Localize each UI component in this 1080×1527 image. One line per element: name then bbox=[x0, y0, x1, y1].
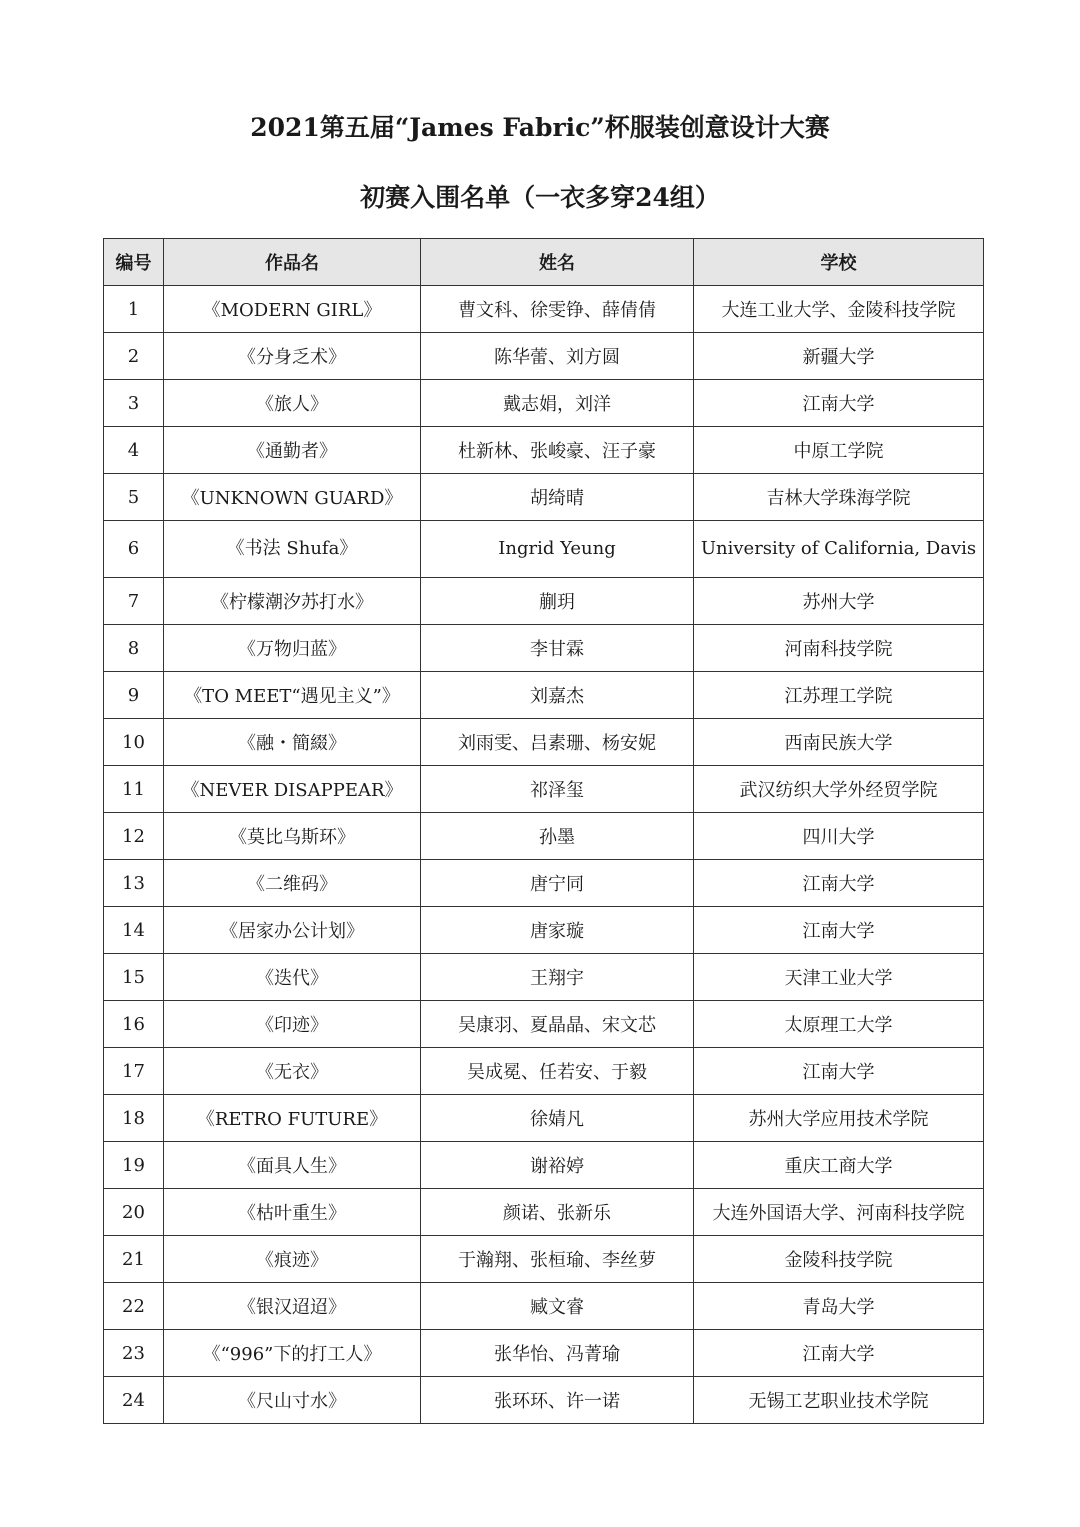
table-row bbox=[104, 672, 984, 719]
cell-work-title: 《尺山寸水》 bbox=[164, 1377, 421, 1424]
table-row bbox=[104, 1142, 984, 1189]
table-row bbox=[104, 427, 984, 474]
cell-number: 22 bbox=[104, 1283, 164, 1330]
cell-work-title: 《痕迹》 bbox=[164, 1236, 421, 1283]
table-row bbox=[104, 380, 984, 427]
cell-name: 刘嘉杰 bbox=[421, 672, 694, 719]
cell-school: 苏州大学 bbox=[694, 578, 984, 625]
cell-name: 谢裕婷 bbox=[421, 1142, 694, 1189]
cell-school: 四川大学 bbox=[694, 813, 984, 860]
cell-number: 12 bbox=[104, 813, 164, 860]
cell-name: 杜新林、张峻豪、汪子豪 bbox=[421, 427, 694, 474]
cell-number: 1 bbox=[104, 286, 164, 333]
table-row bbox=[104, 333, 984, 380]
table-row bbox=[104, 766, 984, 813]
cell-name: 孙墨 bbox=[421, 813, 694, 860]
cell-name: 臧文睿 bbox=[421, 1283, 694, 1330]
cell-work-title: 《通勤者》 bbox=[164, 427, 421, 474]
cell-school: 金陵科技学院 bbox=[694, 1236, 984, 1283]
document-subtitle: 初赛入围名单（一衣多穿24组） bbox=[360, 183, 720, 212]
table-row bbox=[104, 474, 984, 521]
cell-work-title: 《柠檬潮汐苏打水》 bbox=[164, 578, 421, 625]
cell-school: 中原工学院 bbox=[694, 427, 984, 474]
cell-school: University of California, Davis bbox=[694, 521, 984, 578]
cell-work-title: 《万物归蓝》 bbox=[164, 625, 421, 672]
cell-school: 青岛大学 bbox=[694, 1283, 984, 1330]
finalist-table bbox=[103, 238, 984, 1424]
cell-school: 江南大学 bbox=[694, 380, 984, 427]
table-row bbox=[104, 1001, 984, 1048]
table-row bbox=[104, 907, 984, 954]
cell-name: 吴成冕、任若安、于毅 bbox=[421, 1048, 694, 1095]
cell-number: 7 bbox=[104, 578, 164, 625]
cell-work-title: 《迭代》 bbox=[164, 954, 421, 1001]
cell-number: 23 bbox=[104, 1330, 164, 1377]
table-body bbox=[104, 286, 984, 1424]
cell-number: 20 bbox=[104, 1189, 164, 1236]
cell-work-title: 《莫比乌斯环》 bbox=[164, 813, 421, 860]
cell-number: 16 bbox=[104, 1001, 164, 1048]
cell-name: 于瀚翔、张桓瑜、李丝萝 bbox=[421, 1236, 694, 1283]
cell-school: 河南科技学院 bbox=[694, 625, 984, 672]
cell-school: 江苏理工学院 bbox=[694, 672, 984, 719]
table-row bbox=[104, 625, 984, 672]
cell-work-title: 《分身乏术》 bbox=[164, 333, 421, 380]
cell-school: 江南大学 bbox=[694, 860, 984, 907]
cell-work-title: 《无衣》 bbox=[164, 1048, 421, 1095]
table-row bbox=[104, 1095, 984, 1142]
cell-work-title: 《枯叶重生》 bbox=[164, 1189, 421, 1236]
header-number: 编号 bbox=[104, 239, 164, 286]
cell-number: 17 bbox=[104, 1048, 164, 1095]
table-row bbox=[104, 1048, 984, 1095]
cell-number: 5 bbox=[104, 474, 164, 521]
cell-number: 19 bbox=[104, 1142, 164, 1189]
cell-school: 大连外国语大学、河南科技学院 bbox=[694, 1189, 984, 1236]
cell-name: 颜诺、张新乐 bbox=[421, 1189, 694, 1236]
cell-school: 西南民族大学 bbox=[694, 719, 984, 766]
cell-name: 祁泽玺 bbox=[421, 766, 694, 813]
cell-name: 张华怡、冯菁瑜 bbox=[421, 1330, 694, 1377]
table-header-row bbox=[104, 239, 984, 286]
cell-school: 江南大学 bbox=[694, 1048, 984, 1095]
table-row bbox=[104, 1330, 984, 1377]
table-row bbox=[104, 578, 984, 625]
cell-school: 新疆大学 bbox=[694, 333, 984, 380]
cell-work-title: 《融・簡綴》 bbox=[164, 719, 421, 766]
cell-work-title: 《面具人生》 bbox=[164, 1142, 421, 1189]
cell-name: 戴志娟，刘洋 bbox=[421, 380, 694, 427]
cell-school: 无锡工艺职业技术学院 bbox=[694, 1377, 984, 1424]
cell-number: 8 bbox=[104, 625, 164, 672]
cell-name: 刘雨雯、吕素珊、杨安妮 bbox=[421, 719, 694, 766]
cell-work-title: 《书法 Shufa》 bbox=[164, 521, 421, 578]
cell-number: 6 bbox=[104, 521, 164, 578]
cell-name: 唐家璇 bbox=[421, 907, 694, 954]
table-row bbox=[104, 521, 984, 578]
cell-number: 18 bbox=[104, 1095, 164, 1142]
cell-number: 4 bbox=[104, 427, 164, 474]
cell-number: 21 bbox=[104, 1236, 164, 1283]
cell-work-title: 《“996”下的打工人》 bbox=[164, 1330, 421, 1377]
cell-work-title: 《旅人》 bbox=[164, 380, 421, 427]
cell-work-title: 《TO MEET“遇见主义”》 bbox=[164, 672, 421, 719]
cell-number: 13 bbox=[104, 860, 164, 907]
table-row bbox=[104, 1377, 984, 1424]
cell-name: 王翔宇 bbox=[421, 954, 694, 1001]
cell-number: 10 bbox=[104, 719, 164, 766]
table-row bbox=[104, 954, 984, 1001]
cell-school: 重庆工商大学 bbox=[694, 1142, 984, 1189]
cell-school: 江南大学 bbox=[694, 907, 984, 954]
cell-name: 徐婧凡 bbox=[421, 1095, 694, 1142]
cell-name: 唐宁同 bbox=[421, 860, 694, 907]
cell-name: 李甘霖 bbox=[421, 625, 694, 672]
cell-work-title: 《UNKNOWN GUARD》 bbox=[164, 474, 421, 521]
cell-name: 曹文科、徐雯铮、薛倩倩 bbox=[421, 286, 694, 333]
header-name: 姓名 bbox=[421, 239, 694, 286]
cell-number: 2 bbox=[104, 333, 164, 380]
table-row bbox=[104, 1189, 984, 1236]
cell-work-title: 《居家办公计划》 bbox=[164, 907, 421, 954]
header-work-title: 作品名 bbox=[164, 239, 421, 286]
cell-school: 武汉纺织大学外经贸学院 bbox=[694, 766, 984, 813]
cell-work-title: 《MODERN GIRL》 bbox=[164, 286, 421, 333]
cell-name: 张环环、许一诺 bbox=[421, 1377, 694, 1424]
cell-name: Ingrid Yeung bbox=[421, 521, 694, 578]
cell-school: 江南大学 bbox=[694, 1330, 984, 1377]
header-school: 学校 bbox=[694, 239, 984, 286]
cell-number: 15 bbox=[104, 954, 164, 1001]
table-row bbox=[104, 286, 984, 333]
cell-number: 14 bbox=[104, 907, 164, 954]
cell-name: 陈华蕾、刘方圆 bbox=[421, 333, 694, 380]
cell-work-title: 《印迹》 bbox=[164, 1001, 421, 1048]
table-row bbox=[104, 1236, 984, 1283]
cell-number: 9 bbox=[104, 672, 164, 719]
table-row bbox=[104, 813, 984, 860]
cell-name: 胡绮晴 bbox=[421, 474, 694, 521]
document-title: 2021第五届“James Fabric”杯服装创意设计大赛 bbox=[250, 113, 830, 142]
cell-work-title: 《银汉迢迢》 bbox=[164, 1283, 421, 1330]
cell-school: 大连工业大学、金陵科技学院 bbox=[694, 286, 984, 333]
table-row bbox=[104, 860, 984, 907]
cell-school: 苏州大学应用技术学院 bbox=[694, 1095, 984, 1142]
cell-number: 24 bbox=[104, 1377, 164, 1424]
cell-work-title: 《二维码》 bbox=[164, 860, 421, 907]
cell-name: 吴康羽、夏晶晶、宋文芯 bbox=[421, 1001, 694, 1048]
cell-number: 3 bbox=[104, 380, 164, 427]
table-row bbox=[104, 719, 984, 766]
cell-name: 蒯玥 bbox=[421, 578, 694, 625]
cell-school: 太原理工大学 bbox=[694, 1001, 984, 1048]
cell-school: 天津工业大学 bbox=[694, 954, 984, 1001]
cell-school: 吉林大学珠海学院 bbox=[694, 474, 984, 521]
cell-work-title: 《RETRO FUTURE》 bbox=[164, 1095, 421, 1142]
cell-work-title: 《NEVER DISAPPEAR》 bbox=[164, 766, 421, 813]
table-row bbox=[104, 1283, 984, 1330]
cell-number: 11 bbox=[104, 766, 164, 813]
